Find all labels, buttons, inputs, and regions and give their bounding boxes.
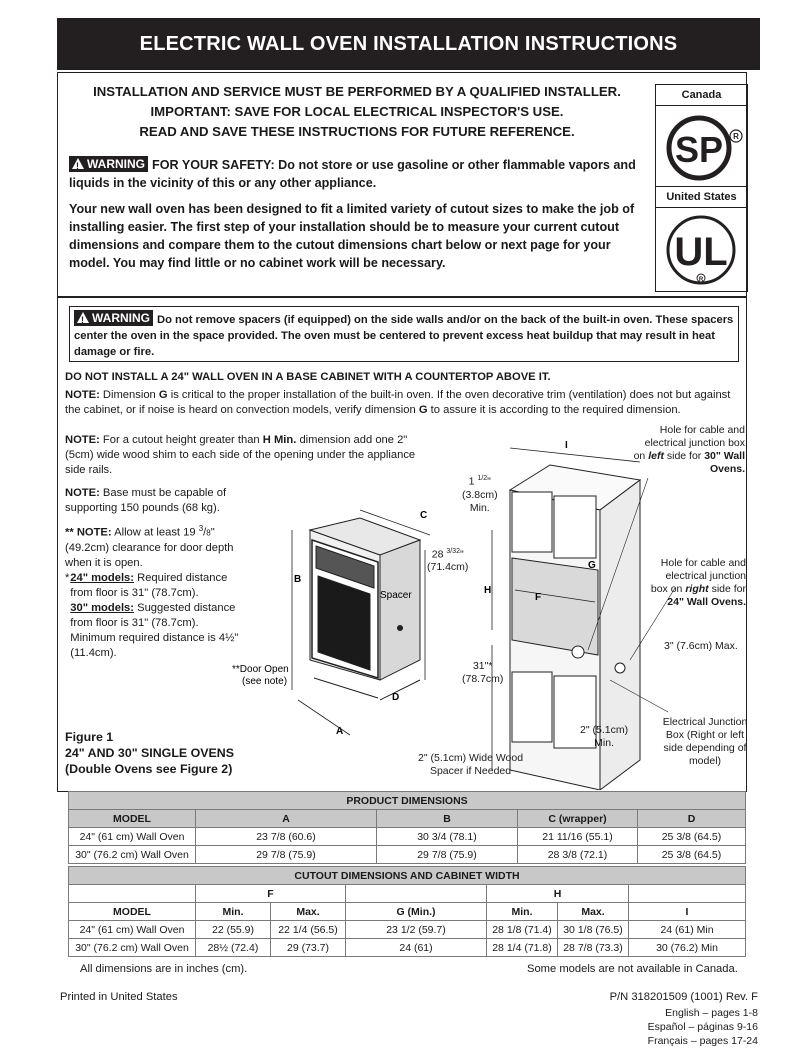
table-row: 30" (76.2 cm) Wall Oven 29 7/8 (75.9) 29 7/8 (75.9) 28 3/8 (72.1) 25 3/8 (64.5) [69, 846, 746, 864]
note-dimension-g: NOTE: Dimension G is critical to the proper installation of the built-in oven. If the oven decorative trim (ventilation) does not but against the cabinet, or if noise is heard on convection models, verify dimension G to assure it is according to the required dimension. [65, 389, 731, 416]
header-line-3: READ AND SAVE THESE INSTRUCTIONS FOR FUTURE REFERENCE. [139, 124, 575, 139]
note-base-capacity: NOTE: Base must be capable of supporting 150 pounds (68 kg). [65, 487, 227, 514]
safety-text: FOR YOUR SAFETY: Do not store or use gasoline or other flammable vapors and liquids in the vicinity of this or any other appliance. [69, 158, 636, 190]
wood-spacer-note: 2" (5.1cm) Wide Wood Spacer if Needed [418, 752, 524, 777]
svg-text:R: R [698, 277, 704, 283]
lang-en: English – pages 1-8 [665, 1007, 758, 1019]
figure-caption [65, 729, 234, 777]
header-block [69, 82, 645, 272]
table-row: 24" (61 cm) Wall Oven 23 7/8 (60.6) 30 3/4 (78.1) 21 11/16 (55.1) 25 3/8 (64.5) [69, 828, 746, 846]
csa-logo [656, 106, 747, 186]
label-g: G [588, 560, 596, 571]
warning-triangle-icon [72, 158, 84, 169]
figure-title: 24" AND 30" SINGLE OVENS [65, 746, 234, 760]
warning-triangle-icon-2 [77, 312, 89, 323]
product-table-title: PRODUCT DIMENSIONS [69, 792, 746, 810]
base-cabinet-warning: DO NOT INSTALL A 24" WALL OVEN IN A BASE CABINET WITH A COUNTERTOP ABOVE IT. [65, 371, 551, 383]
door-open-2: (see note) [242, 676, 288, 687]
safety-warning [69, 156, 645, 192]
label-h: H [484, 585, 492, 596]
certification-box [655, 84, 748, 292]
part-number: P/N 318201509 (1001) Rev. F [609, 991, 758, 1003]
cert-us-label: United States [656, 186, 747, 208]
dim-28: 28 $^{3/32}$" (71.4cm) [427, 548, 469, 573]
section-divider [57, 296, 747, 298]
note-cutout-height: NOTE: For a cutout height greater than H Min. dimension add one 2" (5cm) wide wood shim to each side of the opening under the appliance side rails. [65, 434, 416, 476]
printed-in: Printed in United States [60, 991, 178, 1003]
cert-canada-label: Canada [656, 85, 747, 106]
hole-right-note: Hole for cable and electrical junction box on right side for 24" Wall Ovens. [650, 557, 746, 608]
spacer-warning-content [70, 307, 738, 360]
label-spacer: Spacer [380, 590, 412, 601]
warning-badge: !WARNING [69, 156, 148, 172]
label-f: F [535, 592, 542, 603]
language-pages [648, 1006, 758, 1048]
svg-text:R: R [733, 132, 739, 141]
cutout-dimensions-table: CUTOUT DIMENSIONS AND CABINET WIDTH F H MODEL Min. Max. G (Min.) Min. Max. I 24" (61 cm) Wall Oven 22 (55.9) 22 1/4 (56.5) 23 1/2 (59.7) 28 1/8 (71.4) 30 1/8 (76.5) 24 (61) Min 30" (76.2 cm) Wall Oven 28½ (72.4) 29 (73.7) 24 (61) 28 1/4 (71.8) 28 7/8 (73.3) 30 (76.2) Min [68, 866, 746, 957]
spacer-warning-box [69, 306, 739, 362]
model-distances: * 24" models: Required distance from floor is 31" (78.7cm). 30" models: Suggested distance from floor is 31" (78.7cm). Minimum required distance is 4½" (11.4cm). [65, 572, 239, 659]
label-a: A [336, 726, 344, 737]
figure-subtitle: (Double Ovens see Figure 2) [65, 762, 233, 776]
junction-box-note: Electrical Junction Box (Right or left side depending of model) [662, 716, 748, 767]
lang-es: Español – páginas 9-16 [647, 1021, 758, 1033]
warning-badge-2: !WARNING [74, 310, 153, 326]
document-title: ELECTRIC WALL OVEN INSTALLATION INSTRUCTIONS [57, 18, 760, 70]
oven-illustration [230, 500, 440, 750]
ul-mark-text: UL [674, 230, 728, 274]
canada-note: Some models are not available in Canada. [527, 963, 738, 975]
product-dimensions-table: PRODUCT DIMENSIONS MODEL A B C (wrapper) D 24" (61 cm) Wall Oven 23 7/8 (60.6) 30 3/4 (78.1) 21 11/16 (55.1) 25 3/8 (64.5) 30" (76.2 cm) Wall Oven 29 7/8 (75.9) 29 7/8 (75.9) 28 3/8 (72.1) 25 3/8 (64.5) [68, 791, 746, 864]
spacer-warning-text: Do not remove spacers (if equipped) on the side walls and/or on the back of the built-in oven. These spacers center the oven in the space provided. The oven must be centered to prevent excess heat buildup that may result in heat damage or fire. [74, 314, 734, 358]
header-line-1: INSTALLATION AND SERVICE MUST BE PERFORMED BY A QUALIFIED INSTALLER. [93, 84, 621, 99]
intro-text: Your new wall oven has been designed to fit a limited variety of cutout sizes to make the job of installing easier. The first step of your installation should be to measure your current cutout dimensions and compare them to the cutout dimensions chart below or next page for your model. You may find little or no cabinet work will be necessary. [69, 202, 635, 270]
door-open-1: **Door Open [232, 664, 289, 675]
figure-label: Figure 1 [65, 730, 114, 744]
table-row: 24" (61 cm) Wall Oven 22 (55.9) 22 1/4 (56.5) 23 1/2 (59.7) 28 1/8 (71.4) 30 1/8 (76.5) 24 (61) Min [69, 921, 746, 939]
dim-3: 3" (7.6cm) Max. [664, 640, 738, 652]
label-c: C [420, 510, 428, 521]
label-i: I [565, 440, 568, 451]
dim-31: 31"* (78.7cm) [462, 660, 504, 685]
label-d: D [392, 692, 400, 703]
label-b: B [294, 574, 302, 585]
ul-logo [656, 208, 747, 292]
note-door-clearance: ** NOTE: Allow at least 19 $^3$/8" (49.2cm) clearance for door depth when it is open. [65, 524, 234, 569]
hole-left-note: Hole for cable and electrical junction box on left side for 30" Wall Ovens. [633, 424, 745, 475]
dim-2: 2" (5.1cm) Min. [580, 724, 629, 749]
csa-mark-text: SP [674, 129, 724, 170]
dim-1-half: 1 $^{1/2}$" (3.8cm) Min. [462, 475, 498, 514]
csa-icon [656, 106, 747, 186]
lang-fr: Français – pages 17-24 [647, 1035, 758, 1047]
cutout-table-title: CUTOUT DIMENSIONS AND CABINET WIDTH [69, 867, 746, 885]
ul-icon [656, 208, 747, 292]
header-line-2: IMPORTANT: SAVE FOR LOCAL ELECTRICAL INSPECTOR'S USE. [150, 104, 564, 119]
dims-note: All dimensions are in inches (cm). [80, 963, 248, 975]
table-row: 30" (76.2 cm) Wall Oven 28½ (72.4) 29 (73.7) 24 (61) 28 1/4 (71.8) 28 7/8 (73.3) 30 (76.2) Min [69, 939, 746, 957]
